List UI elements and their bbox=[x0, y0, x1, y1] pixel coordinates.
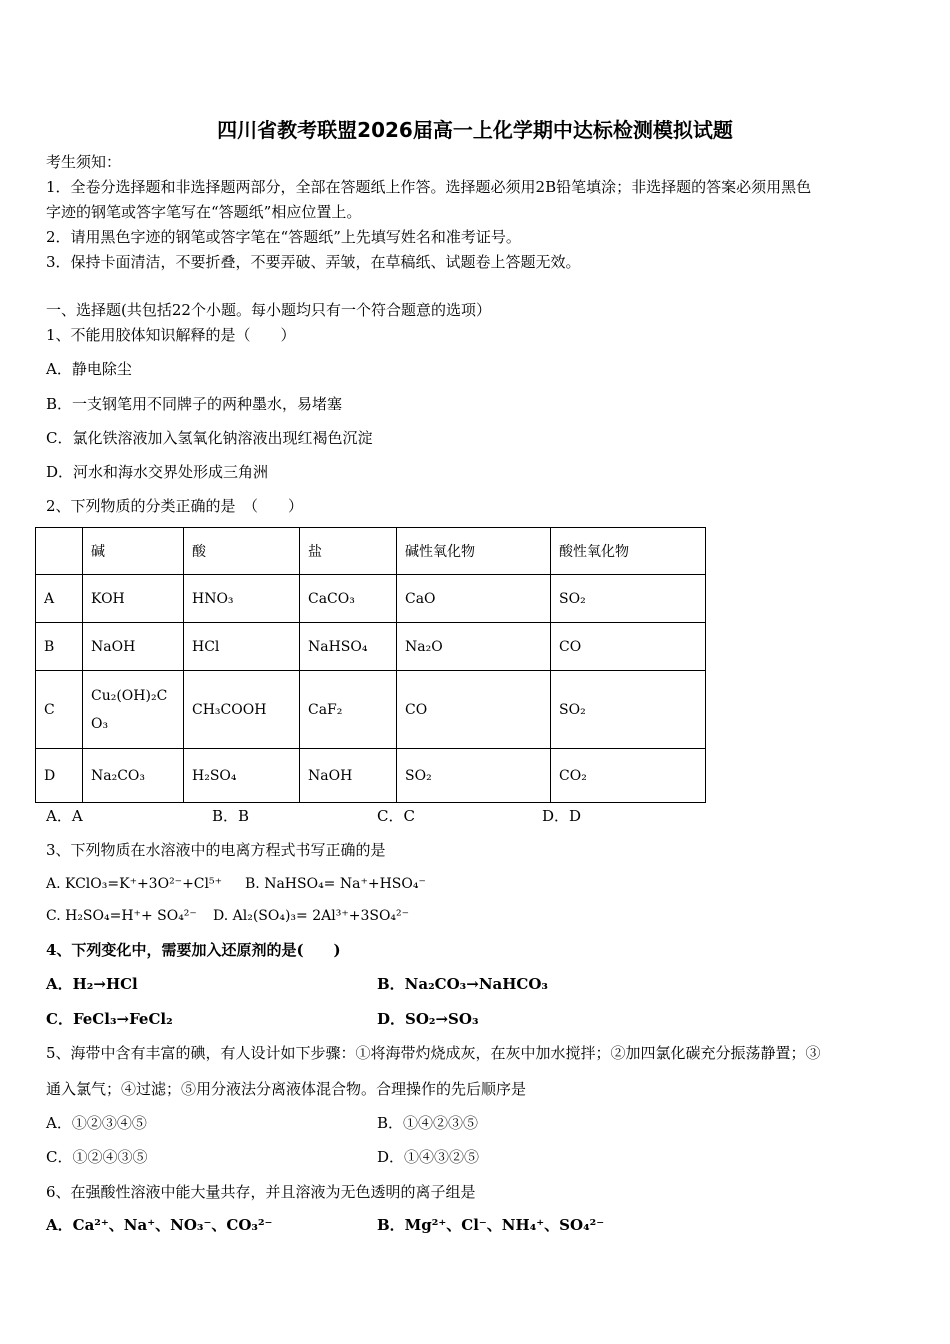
table-cell: CO₂ bbox=[551, 749, 706, 803]
q5-option-b: B．①④②③⑤ bbox=[377, 1114, 479, 1132]
table-cell: SO₂ bbox=[551, 671, 706, 749]
q6-option-a: A．Ca²⁺、Na⁺、NO₃⁻、CO₃²⁻ bbox=[46, 1216, 273, 1234]
q6-option-b: B．Mg²⁺、Cl⁻、NH₄⁺、SO₄²⁻ bbox=[377, 1216, 605, 1234]
q2-stem: 2、下列物质的分类正确的是 （ ） bbox=[46, 497, 304, 515]
q1-option-d: D．河水和海水交界处形成三角洲 bbox=[46, 463, 269, 481]
table-header-row bbox=[36, 528, 706, 575]
q2-option-c: C．C bbox=[377, 807, 415, 825]
table-cell: HCl bbox=[184, 623, 300, 671]
header-cell: 酸 bbox=[184, 528, 300, 575]
table-cell: KOH bbox=[83, 575, 184, 623]
header-cell: 碱 bbox=[83, 528, 184, 575]
q2-option-d: D．D bbox=[542, 807, 582, 825]
table-cell: CH₃COOH bbox=[184, 671, 300, 749]
table-cell: NaOH bbox=[300, 749, 397, 803]
header-cell: 酸性氧化物 bbox=[551, 528, 706, 575]
notice-item: 字迹的钢笔或答字笔写在“答题纸”相应位置上。 bbox=[46, 203, 362, 221]
table-cell: SO₂ bbox=[551, 575, 706, 623]
table-cell: CO bbox=[397, 671, 551, 749]
q4-option-b: B．Na₂CO₃→NaHCO₃ bbox=[377, 975, 548, 993]
table-cell: SO₂ bbox=[397, 749, 551, 803]
table-row bbox=[36, 575, 706, 623]
table-cell: Na₂O bbox=[397, 623, 551, 671]
q4-option-a: A．H₂→HCl bbox=[46, 975, 138, 993]
table-cell: NaOH bbox=[83, 623, 184, 671]
q4-option-c: C．FeCl₃→FeCl₂ bbox=[46, 1010, 173, 1028]
notice-heading: 考生须知： bbox=[46, 153, 122, 171]
table-cell: A bbox=[36, 575, 83, 623]
q3-option-b: B. NaHSO₄= Na⁺+HSO₄⁻ bbox=[245, 876, 426, 892]
table-row bbox=[36, 749, 706, 803]
q3-option-c: C. H₂SO₄=H⁺+ SO₄²⁻ bbox=[46, 908, 197, 924]
table-cell: CaO bbox=[397, 575, 551, 623]
section-heading: 一、选择题(共包括22个小题。每小题均只有一个符合题意的选项） bbox=[46, 301, 491, 319]
q5-stem-continued: 通入氯气；④过滤；⑤用分液法分离液体混合物。合理操作的先后顺序是 bbox=[46, 1080, 527, 1098]
q2-option-b: B．B bbox=[212, 807, 250, 825]
header-cell bbox=[36, 528, 83, 575]
q5-stem: 5、海带中含有丰富的碘，有人设计如下步骤：①将海带灼烧成灰，在灰中加水搅拌；②加四氯化碳充分振荡静置；③ bbox=[46, 1044, 821, 1062]
table-cell: NaHSO₄ bbox=[300, 623, 397, 671]
notice-item: 2．请用黑色字迹的钢笔或答字笔在“答题纸”上先填写姓名和准考证号。 bbox=[46, 228, 521, 246]
q4-stem: 4、下列变化中，需要加入还原剂的是( ) bbox=[46, 941, 341, 959]
notice-item: 3．保持卡面清洁，不要折叠，不要弄破、弄皱，在草稿纸、试题卷上答题无效。 bbox=[46, 253, 581, 271]
header-cell: 碱性氧化物 bbox=[397, 528, 551, 575]
q4-option-d: D．SO₂→SO₃ bbox=[377, 1010, 479, 1028]
table-cell: C bbox=[36, 671, 83, 749]
q1-option-a: A．静电除尘 bbox=[46, 360, 132, 378]
q2-option-a: A．A bbox=[46, 807, 83, 825]
table-cell: H₂SO₄ bbox=[184, 749, 300, 803]
q5-option-a: A．①②③④⑤ bbox=[46, 1114, 147, 1132]
table-cell: CO bbox=[551, 623, 706, 671]
classification-table bbox=[35, 527, 706, 803]
q5-option-d: D．①④③②⑤ bbox=[377, 1148, 480, 1166]
q6-stem: 6、在强酸性溶液中能大量共存，并且溶液为无色透明的离子组是 bbox=[46, 1183, 476, 1201]
table-row bbox=[36, 623, 706, 671]
q3-option-a: A. KClO₃=K⁺+3O²⁻+Cl⁵⁺ bbox=[46, 876, 222, 892]
table-cell: D bbox=[36, 749, 83, 803]
table-cell: Cu₂(OH)₂CO₃ bbox=[83, 671, 184, 749]
table-cell: CaCO₃ bbox=[300, 575, 397, 623]
page-title: 四川省教考联盟2026届高一上化学期中达标检测模拟试题 bbox=[217, 118, 733, 142]
q5-option-c: C．①②④③⑤ bbox=[46, 1148, 148, 1166]
notice-item: 1．全卷分选择题和非选择题两部分，全部在答题纸上作答。选择题必须用2B铅笔填涂；非选择题的答案必须用黑色 bbox=[46, 178, 812, 196]
table-cell: Na₂CO₃ bbox=[83, 749, 184, 803]
table-cell: HNO₃ bbox=[184, 575, 300, 623]
q3-option-d: D. Al₂(SO₄)₃= 2Al³⁺+3SO₄²⁻ bbox=[213, 908, 410, 924]
q1-stem: 1、不能用胶体知识解释的是（ ） bbox=[46, 326, 296, 344]
q1-option-c: C．氯化铁溶液加入氢氧化钠溶液出现红褐色沉淀 bbox=[46, 429, 373, 447]
table-cell: B bbox=[36, 623, 83, 671]
q3-stem: 3、下列物质在水溶液中的电离方程式书写正确的是 bbox=[46, 841, 386, 859]
q1-option-b: B．一支钢笔用不同牌子的两种墨水，易堵塞 bbox=[46, 395, 343, 413]
table-cell: CaF₂ bbox=[300, 671, 397, 749]
header-cell: 盐 bbox=[300, 528, 397, 575]
table-row bbox=[36, 671, 706, 749]
